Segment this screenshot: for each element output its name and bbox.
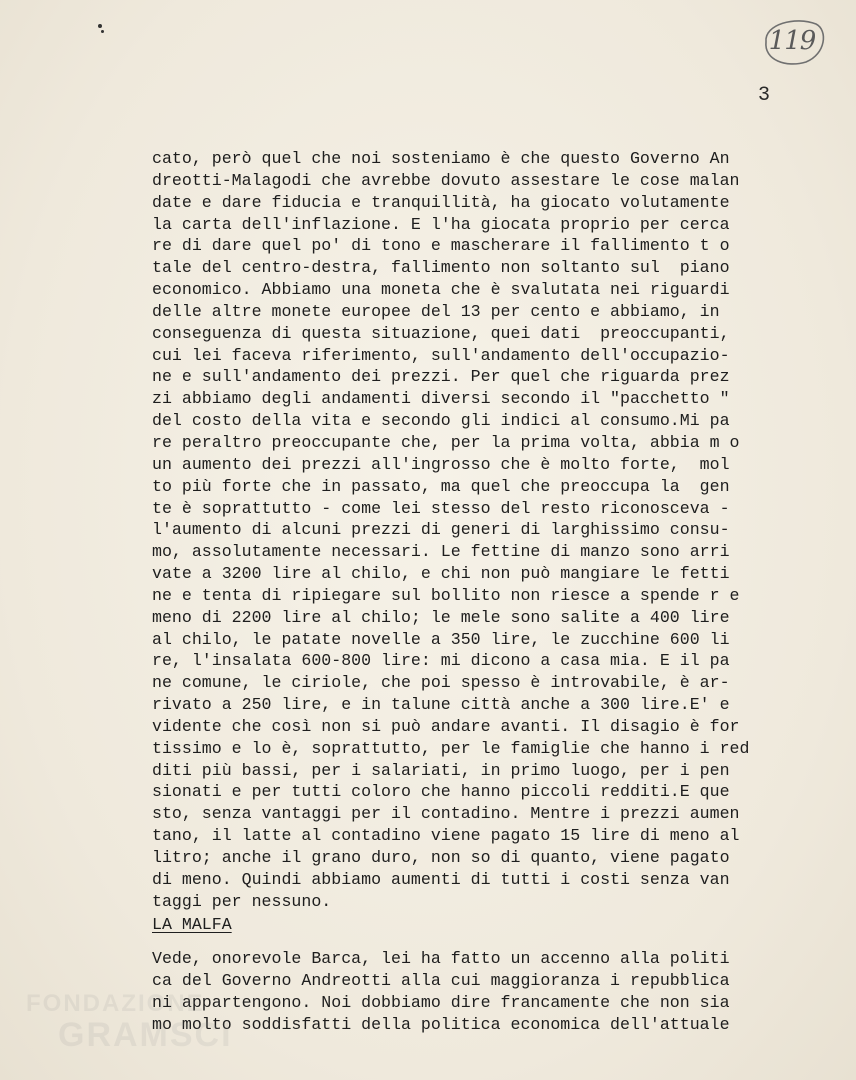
text-line: re, l'insalata 600-800 lire: mi dicono a casa mia. E il pa (152, 651, 730, 671)
speaker-heading: LA MALFA (152, 915, 232, 934)
text-line: litro; anche il grano duro, non so di quanto, viene pagato (152, 848, 730, 867)
text-line: ne e tenta di ripiegare sul bollito non riesce a spende r e (152, 585, 740, 605)
text-line: rivato a 250 lire, e in talune città anche a 300 lire.E' e (152, 695, 730, 715)
text-line: l'aumento di alcuni prezzi di generi di larghissimo consu- (152, 520, 730, 540)
text-line: zi abbiamo degli andamenti diversi secondo il "pacchetto " (152, 389, 730, 409)
archive-folio-stamp (756, 12, 828, 70)
text-line: te è soprattutto - come lei stesso del resto riconosceva - (152, 498, 730, 518)
ink-speck (98, 24, 102, 28)
text-line: cato, però quel che noi sosteniamo è che questo Governo An (152, 149, 730, 168)
archive-watermark (18, 990, 233, 1070)
text-line: sto, senza vantaggi per il contadino. Mentre i prezzi aumen (152, 804, 740, 824)
text-line: vidente che così non si può andare avanti. Il disagio è for (152, 716, 740, 736)
text-line: di meno. Quindi abbiamo aumenti di tutti i costi senza van (152, 869, 730, 889)
text-line: to più forte che in passato, ma quel che preoccupa la gen (152, 476, 730, 496)
text-line: tano, il latte al contadino viene pagato 15 lire di meno al (152, 826, 740, 846)
text-line: economico. Abbiamo una moneta che è svalutata nei riguardi (152, 280, 730, 300)
text-line: mo, assolutamente necessari. Le fettine di manzo sono arri (152, 542, 730, 562)
text-line: un aumento dei prezzi all'ingrosso che è molto forte, mol (152, 454, 730, 474)
text-line: ca del Governo Andreotti alla cui maggioranza i repubblica (152, 970, 730, 990)
text-line: taggi per nessuno. (152, 891, 332, 911)
ink-speck (101, 30, 104, 33)
text-line: dreotti-Malagodi che avrebbe dovuto assestare le cose malan (152, 170, 740, 190)
text-line: Vede, onorevole Barca, lei ha fatto un accenno alla politi (152, 949, 730, 968)
text-line: del costo della vita e secondo gli indici al consumo.Mi pa (152, 411, 730, 431)
text-line: al chilo, le patate novelle a 350 lire, le zucchine 600 li (152, 629, 730, 649)
text-line: re di dare quel po' di tono e mascherare il fallimento t o (152, 236, 730, 256)
watermark-text: FONDAZIONE (26, 990, 205, 1017)
page-number: 3 (758, 84, 771, 107)
text-line: date e dare fiducia e tranquillità, ha giocato volutamente (152, 192, 730, 212)
text-line: re peraltro preoccupante che, per la prima volta, abbia m o (152, 432, 740, 452)
text-line: mo molto soddisfatti della politica economica dell'attuale (152, 1014, 730, 1034)
typewritten-paragraph (152, 148, 792, 913)
text-line: delle altre monete europee del 13 per cento e abbiamo, in (152, 301, 720, 321)
text-line: cui lei faceva riferimento, sull'andamento dell'occupazio- (152, 345, 730, 365)
text-line: la carta dell'inflazione. E l'ha giocata proprio per cerca (152, 214, 730, 234)
archive-number: 119 (768, 26, 816, 56)
text-line: tale del centro-destra, fallimento non soltanto sul piano (152, 258, 730, 278)
watermark-text: GRAMSCI (58, 1016, 233, 1054)
text-line: sionati e per tutti coloro che hanno piccoli redditi.E que (152, 782, 730, 802)
typewritten-paragraph-2 (152, 948, 792, 1035)
text-line: diti più bassi, per i salariati, in primo luogo, per i pen (152, 760, 730, 780)
text-line: ne e sull'andamento dei prezzi. Per quel che riguarda prez (152, 367, 730, 387)
text-line: conseguenza di questa situazione, quei dati preoccupanti, (152, 323, 730, 343)
text-line: ne comune, le ciriole, che poi spesso è introvabile, è ar- (152, 673, 730, 693)
text-line: vate a 3200 lire al chilo, e chi non può mangiare le fetti (152, 564, 730, 584)
text-line: ni appartengono. Noi dobbiamo dire francamente che non sia (152, 992, 730, 1012)
text-line: tissimo e lo è, soprattutto, per le famiglie che hanno i red (152, 738, 750, 758)
text-line: meno di 2200 lire al chilo; le mele sono salite a 400 lire (152, 607, 730, 627)
